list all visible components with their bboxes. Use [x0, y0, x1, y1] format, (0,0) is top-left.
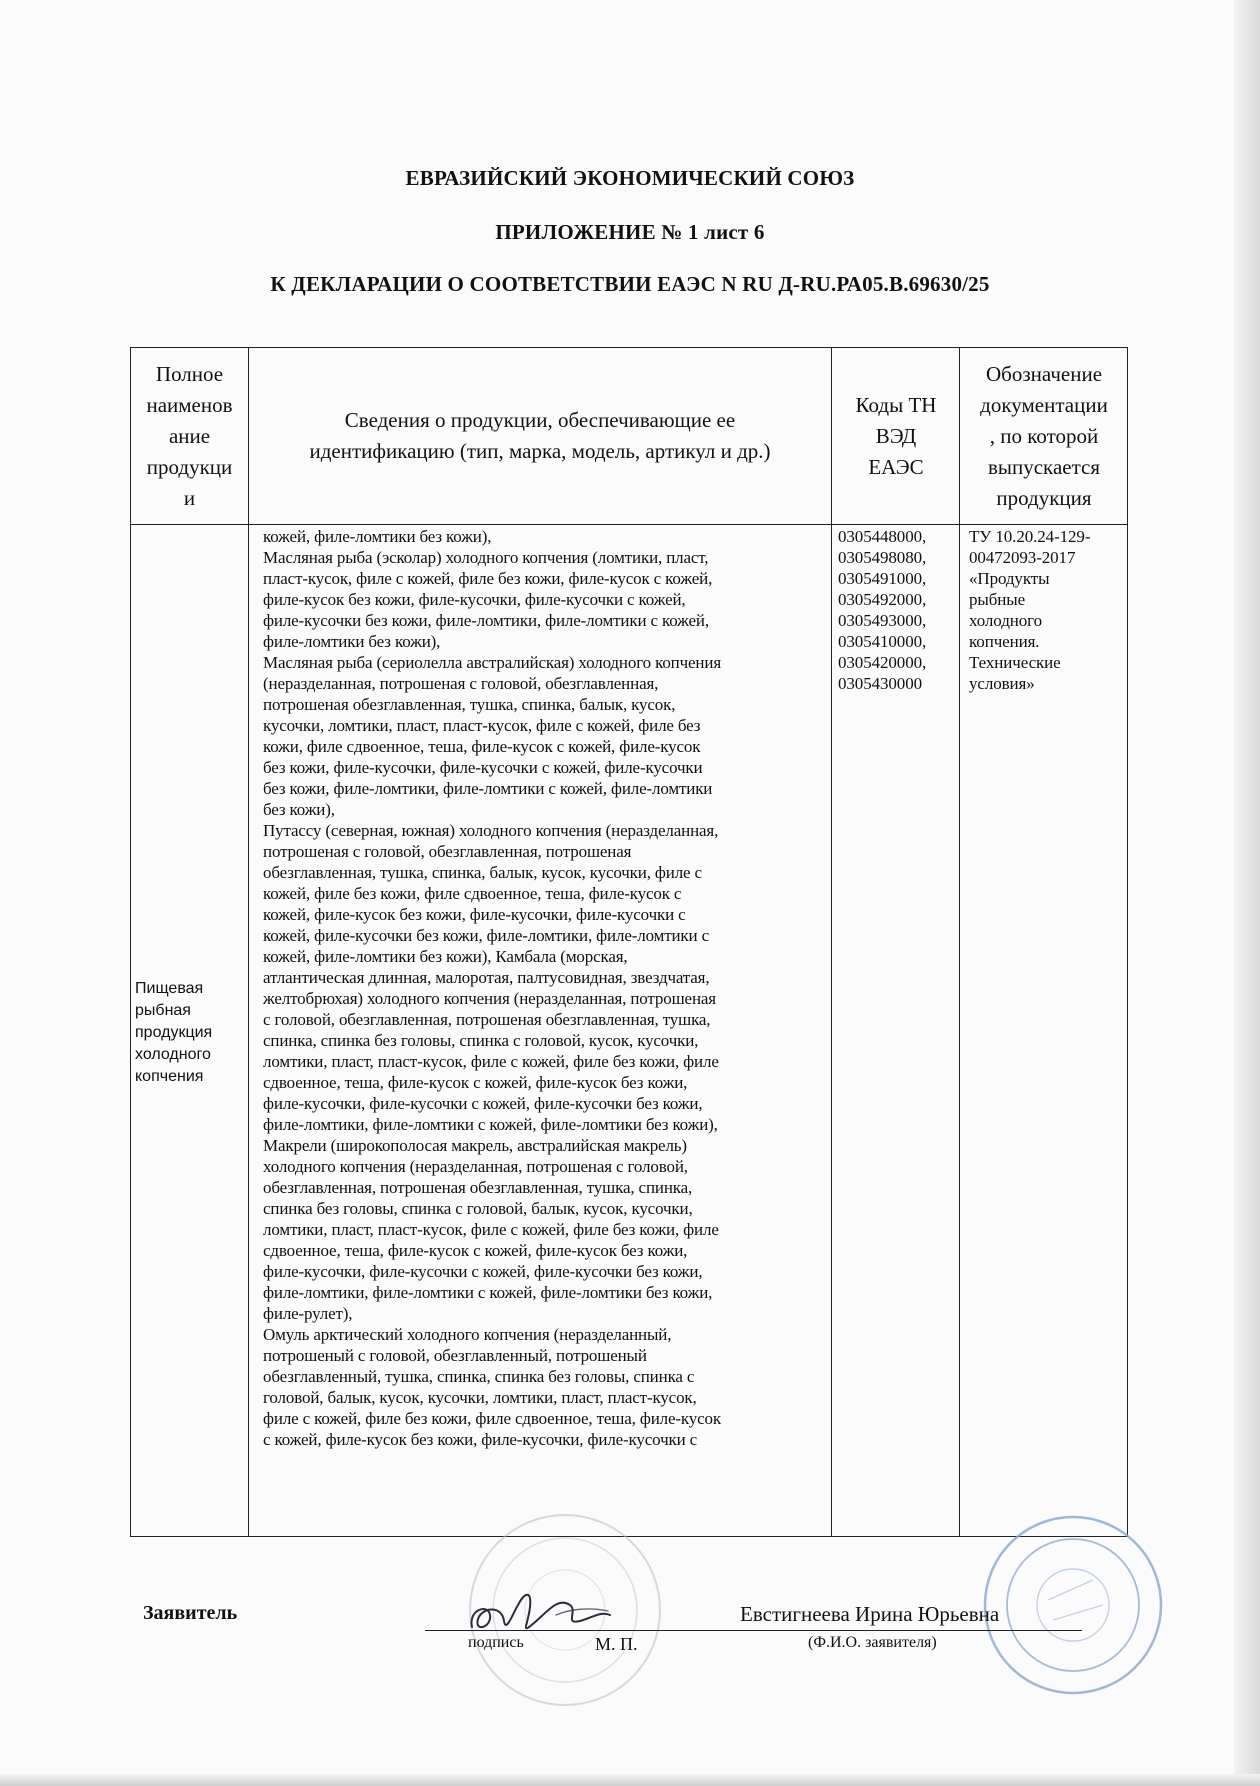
stamp-place-caption: М. П. — [595, 1634, 638, 1654]
applicant-label: Заявитель — [143, 1602, 238, 1624]
documentation-cell: ТУ 10.20.24-129- 00472093-2017 «Продукты рыбные холодного копчения. Технические условия» — [969, 527, 1091, 693]
header-union-title: ЕВРАЗИЙСКИЙ ЭКОНОМИЧЕСКИЙ СОЮЗ — [405, 166, 855, 190]
header-cell-product-info — [250, 348, 830, 524]
header-cell-documentation — [961, 348, 1127, 524]
column-divider — [248, 348, 249, 1536]
applicant-name: Евстигнеева Ирина Юрьевна — [740, 1602, 1000, 1626]
header-divider — [131, 524, 1127, 525]
tn-ved-codes-cell: 0305448000, 0305498080, 0305491000, 0305492000, 0305493000, 0305410000, 0305420000, 0305430000 — [838, 527, 927, 693]
applicant-name-caption: (Ф.И.О. заявителя) — [808, 1634, 937, 1651]
column-divider — [831, 348, 832, 1536]
seal-stamp-blue — [978, 1510, 1168, 1700]
header-text-product-name: Полное наименов ание продукци и — [146, 361, 233, 510]
header-cell-product-name — [131, 348, 248, 524]
header-text-documentation: Обозначение документации , по которой выпускается продукция — [980, 361, 1108, 510]
header-cell-tn-ved-codes — [833, 348, 959, 524]
header-declaration-title: К ДЕКЛАРАЦИИ О СООТВЕТСТВИИ ЕАЭС N RU Д-RU.РА05.В.69630/25 — [270, 272, 990, 296]
product-info-cell: кожей, филе-ломтики без кожи), Масляная рыба (эсколар) холодного копчения (ломтики, пласт, пласт-кусок, филе с кожей, филе без кожи, филе-кусок с кожей, филе-кусок без кожи, филе-кусочки, филе-кусочки с кожей, филе-кусочки без кожи, филе-ломтики, филе-ломтики с кожей, филе-ломтики без кожи), Масляная рыба (сериолелла австралийская) холодного копчения (неразделанная, потрошеная с головой, обезглавленная, потрошеная обезглавленная, тушка, спинка, балык, кусок, кусочки, ломтики, пласт, пласт-кусок, филе с кожей, филе без кожи, филе сдвоенное, теша, филе-кусок с кожей, филе-кусок без кожи, филе-кусочки, филе-кусочки с кожей, филе-кусочки без кожи, филе-ломтики, филе-ломтики с кожей, филе-ломтики без кожи), Путассу (северная, южная) холодного копчения (неразделанная, потрошеная с головой, обезглавленная, потрошеная обезглавленная, тушка, спинка, балык, кусок, кусочки, филе с кожей, филе без кожи, филе сдвоенное, теша, филе-кусок с кожей, филе-кусок без кожи, филе-кусочки, филе-кусочки с кожей, филе-кусочки без кожи, филе-ломтики, филе-ломтики с кожей, филе-ломтики без кожи), Камбала (морская, атлантическая длинная, малоротая, палтусовидная, звездчатая, желтобрюхая) холодного копчения (неразделанная, потрошеная с головой, обезглавленная, потрошеная обезглавленная, тушка, спинка, спинка без головы, спинка с головой, кусок, кусочки, ломтики, пласт, пласт-кусок, филе с кожей, филе без кожи, филе сдвоенное, теша, филе-кусок с кожей, филе-кусок без кожи, филе-кусочки, филе-кусочки с кожей, филе-кусочки без кожи, филе-ломтики, филе-ломтики с кожей, филе-ломтики без кожи), Макрели (широкополосая макрель, австралийская макрель) холодного копчения (неразделанная, потрошеная с головой, обезглавленная, потрошеная обезглавленная, тушка, спинка, спинка без головы, спинка с головой, балык, кусок, кусочки, ломтики, пласт, пласт-кусок, филе с кожей, филе без кожи, филе сдвоенное, теша, филе-кусок с кожей, филе-кусок без кожи, филе-кусочки, филе-кусочки с кожей, филе-кусочки без кожи, филе-ломтики, филе-ломтики с кожей, филе-ломтики без кожи, филе-рулет), Омуль арктический холодного копчения (неразделанный, потрошеный с головой, обезглавленный, потрошеный обезглавленный, тушка, спинка, спинка без головы, спинка с головой, балык, кусок, кусочки, ломтики, пласт, пласт-кусок, филе с кожей, филе без кожи, филе сдвоенное, теша, филе-кусок с кожей, филе-кусок без кожи, филе-кусочки, филе-кусочки с — [263, 527, 721, 1449]
page-bottom-shadow — [0, 1774, 1260, 1786]
signature-line — [425, 1630, 1082, 1631]
declaration-table — [130, 347, 1128, 1537]
column-divider — [959, 348, 960, 1536]
product-name-cell: Пищевая рыбная продукция холодного копчения — [135, 980, 213, 1085]
header-appendix-title: ПРИЛОЖЕНИЕ № 1 лист 6 — [495, 220, 765, 244]
page-edge-shadow — [1234, 0, 1260, 1786]
header-text-product-info: Сведения о продукции, обеспечивающие ее идентификацию (тип, марка, модель, артикул и др.) — [309, 408, 771, 463]
header-text-tn-ved-codes: Коды ТН ВЭД ЕАЭС — [855, 392, 937, 479]
signature-caption: подпись — [468, 1634, 524, 1651]
